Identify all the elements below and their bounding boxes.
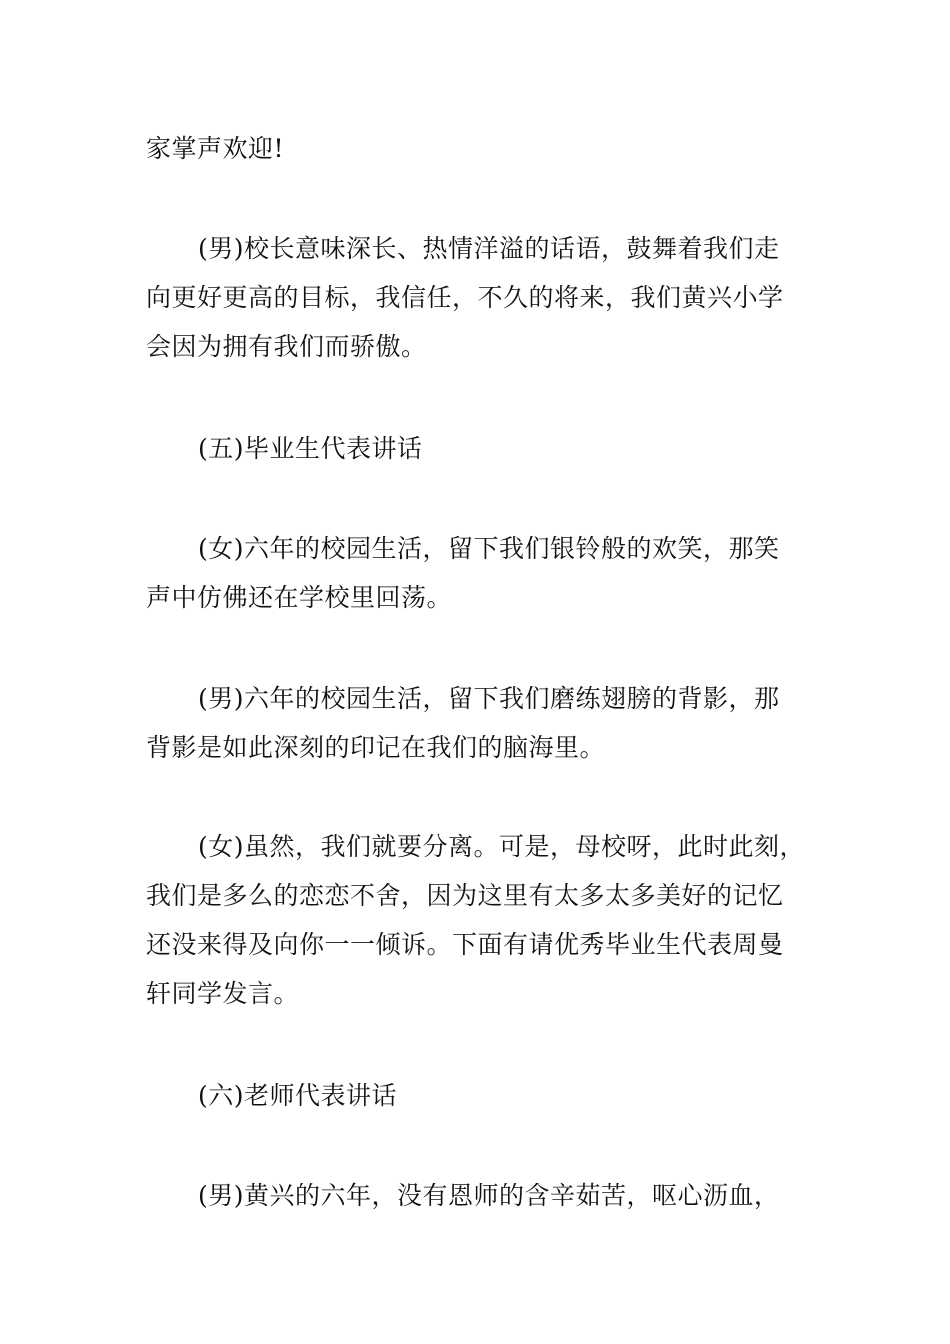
paragraph-line: 轩同学发言。 — [146, 979, 300, 1008]
paragraph-line: (女)六年的校园生活，留下我们银铃般的欢笑，那笑 — [198, 534, 780, 563]
section-heading: (六)老师代表讲话 — [198, 1081, 398, 1110]
paragraph-line: (男)校长意味深长、热情洋溢的话语，鼓舞着我们走 — [198, 234, 780, 263]
paragraph-line: (女)虽然，我们就要分离。可是，母校呀，此时此刻， — [198, 832, 806, 861]
section-heading-graduate-speech — [146, 424, 836, 473]
paragraph-female-farewell — [146, 822, 836, 1018]
paragraph-line: 我们是多么的恋恋不舍，因为这里有太多太多美好的记忆 — [146, 881, 784, 910]
paragraph-male-campus-life — [146, 674, 836, 772]
paragraph-line: (男)六年的校园生活，留下我们磨练翅膀的背影，那 — [198, 684, 780, 713]
paragraph-male-teachers — [146, 1171, 836, 1220]
section-heading-teacher-speech — [146, 1071, 836, 1120]
paragraph-line: 会因为拥有我们而骄傲。 — [146, 332, 427, 361]
paragraph-line: 还没来得及向你一一倾诉。下面有请优秀毕业生代表周曼 — [146, 930, 784, 959]
paragraph-line: 背影是如此深刻的印记在我们的脑海里。 — [146, 733, 606, 762]
paragraph-line: (男)黄兴的六年，没有恩师的含辛茹苦，呕心沥血， — [198, 1181, 780, 1210]
section-heading: (五)毕业生代表讲话 — [198, 434, 423, 463]
paragraph-male-principal-response — [146, 224, 836, 371]
paragraph-line: 声中仿佛还在学校里回荡。 — [146, 583, 453, 612]
paragraph-line: 家掌声欢迎! — [146, 134, 285, 163]
paragraph-continuation — [146, 124, 836, 173]
paragraph-line: 向更好更高的目标，我信任，不久的将来，我们黄兴小学 — [146, 283, 784, 312]
paragraph-female-campus-life — [146, 524, 836, 622]
